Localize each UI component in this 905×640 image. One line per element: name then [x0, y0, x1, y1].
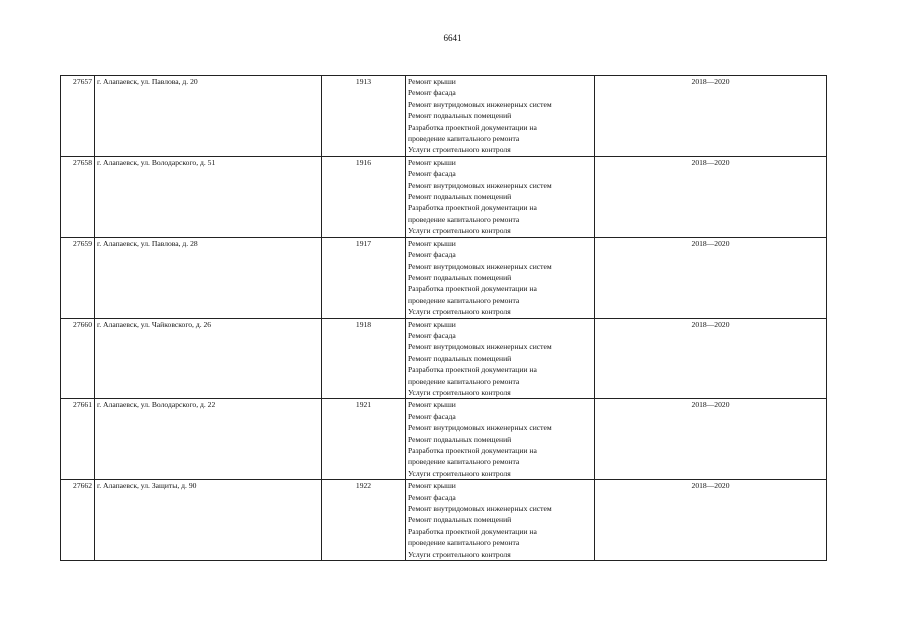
work-item: Ремонт фасада: [408, 250, 456, 260]
work-item: Услуги строительного контроля: [408, 549, 511, 559]
repair-period: 2018—2020: [595, 76, 827, 157]
construction-year: 1913: [322, 76, 406, 157]
work-item: Ремонт крыши: [408, 157, 456, 167]
construction-year: 1916: [322, 156, 406, 237]
row-number: 27662: [61, 480, 95, 561]
works-list: [406, 399, 595, 480]
work-item: Услуги строительного контроля: [408, 387, 511, 397]
work-item: проведение капитального ремонта: [408, 214, 520, 224]
work-item: Услуги строительного контроля: [408, 145, 511, 155]
work-item: Ремонт внутридомовых инженерных систем: [408, 261, 552, 271]
construction-year: 1922: [322, 480, 406, 561]
work-item: Ремонт подвальных помещений: [408, 272, 512, 282]
repair-period: 2018—2020: [595, 480, 827, 561]
work-item: Ремонт подвальных помещений: [408, 434, 512, 444]
work-item: Услуги строительного контроля: [408, 468, 511, 478]
work-item: Разработка проектной документации на: [408, 122, 537, 132]
row-number: 27657: [61, 76, 95, 157]
work-item: проведение капитального ремонта: [408, 376, 520, 386]
table-row: [61, 237, 827, 318]
work-item: Ремонт внутридомовых инженерных систем: [408, 342, 552, 352]
construction-year: 1918: [322, 318, 406, 399]
row-number: 27659: [61, 237, 95, 318]
work-item: Ремонт крыши: [408, 481, 456, 491]
work-item: Ремонт крыши: [408, 400, 456, 410]
building-address: г. Алапаевск, ул. Володарского, д. 22: [95, 399, 322, 480]
table-row: [61, 318, 827, 399]
construction-year: 1921: [322, 399, 406, 480]
building-address: г. Алапаевск, ул. Павлова, д. 28: [95, 237, 322, 318]
works-list: [406, 76, 595, 157]
works-list: [406, 318, 595, 399]
repair-period: 2018—2020: [595, 399, 827, 480]
table-row: [61, 399, 827, 480]
work-item: Ремонт фасада: [408, 330, 456, 340]
work-item: Ремонт крыши: [408, 238, 456, 248]
work-item: проведение капитального ремонта: [408, 295, 520, 305]
work-item: Ремонт внутридомовых инженерных систем: [408, 423, 552, 433]
work-item: Разработка проектной документации на: [408, 284, 537, 294]
work-item: Разработка проектной документации на: [408, 446, 537, 455]
repair-period: 2018—2020: [595, 156, 827, 237]
building-address: г. Алапаевск, ул. Чайковского, д. 26: [95, 318, 322, 399]
construction-year: 1917: [322, 237, 406, 318]
building-address: г. Алапаевск, ул. Володарского, д. 51: [95, 156, 322, 237]
work-item: Ремонт внутридомовых инженерных систем: [408, 504, 552, 514]
work-item: Разработка проектной документации на: [408, 203, 537, 213]
repair-period: 2018—2020: [595, 318, 827, 399]
work-item: проведение капитального ремонта: [408, 457, 520, 467]
works-list: [406, 480, 595, 561]
table-row: [61, 156, 827, 237]
row-number: 27660: [61, 318, 95, 399]
page-number: 6641: [443, 33, 462, 43]
table-row: [61, 480, 827, 561]
work-item: Ремонт фасада: [408, 169, 456, 179]
work-item: Ремонт фасада: [408, 88, 456, 98]
work-item: Ремонт подвальных помещений: [408, 515, 512, 525]
building-address: г. Алапаевск, ул. Защиты, д. 90: [95, 480, 322, 561]
table-row: [61, 76, 827, 157]
work-item: Ремонт фасада: [408, 411, 456, 421]
work-item: Услуги строительного контроля: [408, 307, 511, 317]
work-item: Разработка проектной документации на: [408, 365, 537, 375]
work-item: Ремонт внутридомовых инженерных систем: [408, 180, 552, 190]
row-number: 27661: [61, 399, 95, 480]
work-item: Ремонт подвальных помещений: [408, 111, 512, 121]
work-item: Услуги строительного контроля: [408, 226, 511, 236]
work-item: Ремонт внутридомовых инженерных систем: [408, 99, 552, 109]
building-address: г. Алапаевск, ул. Павлова, д. 20: [95, 76, 322, 157]
works-list: [406, 237, 595, 318]
work-item: Ремонт крыши: [408, 77, 456, 86]
work-item: Ремонт подвальных помещений: [408, 192, 512, 202]
work-item: Ремонт фасада: [408, 492, 456, 502]
work-item: Ремонт крыши: [408, 319, 456, 329]
work-item: проведение капитального ремонта: [408, 134, 520, 144]
work-item: Ремонт подвальных помещений: [408, 353, 512, 363]
work-item: проведение капитального ремонта: [408, 538, 520, 548]
repair-period: 2018—2020: [595, 237, 827, 318]
work-item: Разработка проектной документации на: [408, 526, 537, 536]
capital-repair-table: [60, 75, 827, 561]
row-number: 27658: [61, 156, 95, 237]
works-list: [406, 156, 595, 237]
